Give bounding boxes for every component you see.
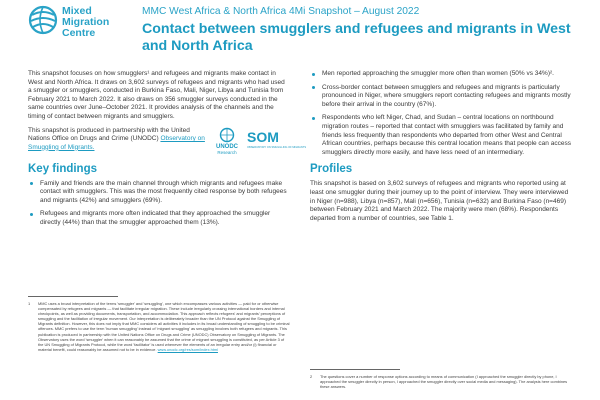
bullet-icon	[30, 213, 33, 216]
logo-wordmark	[62, 6, 109, 39]
bullet-icon	[312, 86, 315, 89]
footnote-body	[38, 301, 290, 352]
page-title: Contact between smugglers and refugees and migrants in West and North Africa	[142, 21, 571, 54]
list-item	[310, 84, 572, 110]
intro-paragraph: This snapshot focuses on how smugglers¹ and refugees and migrants make contact in West and North Africa. It draws on 3,602 surveys of refugees and migrants who had used a smuggler or smugglers, conducted in Burkina Faso, Mali, Niger, Libya and Tunisia from February 2021 to March 2022. It also draws on 356 smuggler surveys conducted in the same countries over June–October 2021. It provides analysis of the channels and the timing of contact between migrants and smugglers.	[28, 70, 285, 120]
list-item	[310, 114, 572, 157]
finding-text: Men reported approaching the smuggler more often than women (50% vs 34%)².	[322, 70, 554, 77]
footnote-text: The questions cover a number of response options according to means of communication (I approached the smuggler directly by phone, I approached the smuggler directly in person, I approached the smuggler directly over social media and messaging). The analysis here combines these answers.	[320, 374, 568, 390]
partner-row	[28, 126, 307, 159]
bullet-icon	[312, 73, 315, 76]
list-item	[310, 70, 572, 79]
som-label: SOM	[247, 128, 279, 145]
mmc-logo	[28, 4, 138, 46]
footnote-2	[310, 374, 572, 389]
unodc-logo	[212, 127, 242, 155]
snapshot-title: MMC West Africa & North Africa 4Mi Snapshot – August 2022	[142, 6, 420, 17]
som-sublabel: OBSERVATORY ON SMUGGLING OF MIGRANTS	[247, 145, 307, 149]
key-findings-list	[28, 180, 290, 228]
list-item	[28, 210, 290, 227]
left-column	[28, 70, 307, 233]
footnote-1	[28, 301, 290, 352]
observatory-link[interactable]: Observatory on Smuggling of Migrants.	[28, 135, 205, 151]
som-logo	[245, 127, 307, 155]
finding-text: Cross-border contact between smugglers and refugees and migrants is particularly pronounced in Niger, where smugglers report contacting refugees and migrants mostly before their arrival in the country (67%).	[322, 83, 571, 108]
list-item	[28, 180, 290, 206]
right-column	[310, 70, 572, 228]
partner-paragraph	[28, 127, 208, 153]
findings-continued-list	[310, 70, 572, 157]
bullet-icon	[312, 117, 315, 120]
logo-line: Mixed	[62, 5, 92, 17]
partner-text: This snapshot is produced in partnership with the United Nations Office on Drugs and Crime (UNODC)	[28, 126, 190, 143]
finding-text: Respondents who left Niger, Chad, and Sudan – central locations on northbound migration routes – reported that contact with smugglers was facilitated by family and friends less frequently than respondents who departed from other West and Central African countries, perhaps because this central location means that people can access smugglers directly more easily, and have less need of an intermediary.	[322, 114, 571, 156]
header	[0, 0, 600, 65]
footnote-number: 1	[28, 301, 31, 306]
footnote-number: 2	[310, 374, 313, 379]
footnote-link[interactable]: www.unodc.org/res/som/index.html	[157, 346, 218, 352]
globe-icon	[28, 4, 60, 38]
unodc-label: UNODC	[216, 143, 238, 150]
key-findings-heading: Key findings	[28, 162, 98, 175]
footnote-divider	[310, 369, 400, 370]
footnote-divider	[28, 296, 118, 297]
profiles-heading: Profiles	[310, 163, 353, 176]
unodc-sublabel: Research	[217, 149, 237, 155]
bullet-icon	[30, 182, 33, 185]
profiles-paragraph: This snapshot is based on 3,602 surveys of refugees and migrants who reported using at least one smuggler during their journey up to the point of interview. They were interviewed in Niger (n=988), Libya (n=857), Mali (n=656), Tunisia (n=632) and Burkina Faso (n=469) between February 2021 and March 2022. The majority were men (68%). Respondents departed from a number of countries, see Table 1.	[310, 180, 569, 222]
logo-line: Migration	[62, 16, 110, 28]
footnote-text: MMC uses a broad interpretation of the terms 'smuggler' and 'smuggling', one which encompasses various activities — paid for or otherwise compensated by refugees and migrants — that facilitate irregular migration. These include irregularly crossing international borders and internal checkpoints, as well as providing documents, transportation, and accommodation. This approach reflects refugees' and migrants' perceptions of smuggling and the facilitation of irregular movement. Our interpretation is deliberately broader than the UN Protocol against the Smuggling of Migrants definition. However, this does not imply that MMC considers all activities it includes in its broad understanding of smuggling to be criminal offences. MMC prefers to use the term 'human smuggling' instead of 'migrant smuggling' as smuggling involves both refugees and migrants. This publication is produced in partnership with the United Nations Office on Drugs and Crime (UNODC) Observatory on Smuggling of Migrants. The Observatory uses the word 'smuggler' when it can reasonably be assumed that the crime of migrant smuggling is constituted, as per Article 3 of the UN Smuggling of Migrants Protocol, while the word 'facilitator' is used whenever the elements of an irregular entry and/or (i) financial or material benefit, could reasonably be assumed not to be in evidence.	[38, 301, 290, 352]
finding-text: Refugees and migrants more often indicated that they approached the smuggler directly (44%) than that the smuggler approached them (13%).	[40, 210, 271, 226]
logo-line: Centre	[62, 27, 96, 39]
finding-text: Family and friends are the main channel through which migrants and refugees make contact with smugglers. This was the most frequently cited response by both refugees and migrants (42%) and smugglers (69%).	[40, 179, 287, 204]
